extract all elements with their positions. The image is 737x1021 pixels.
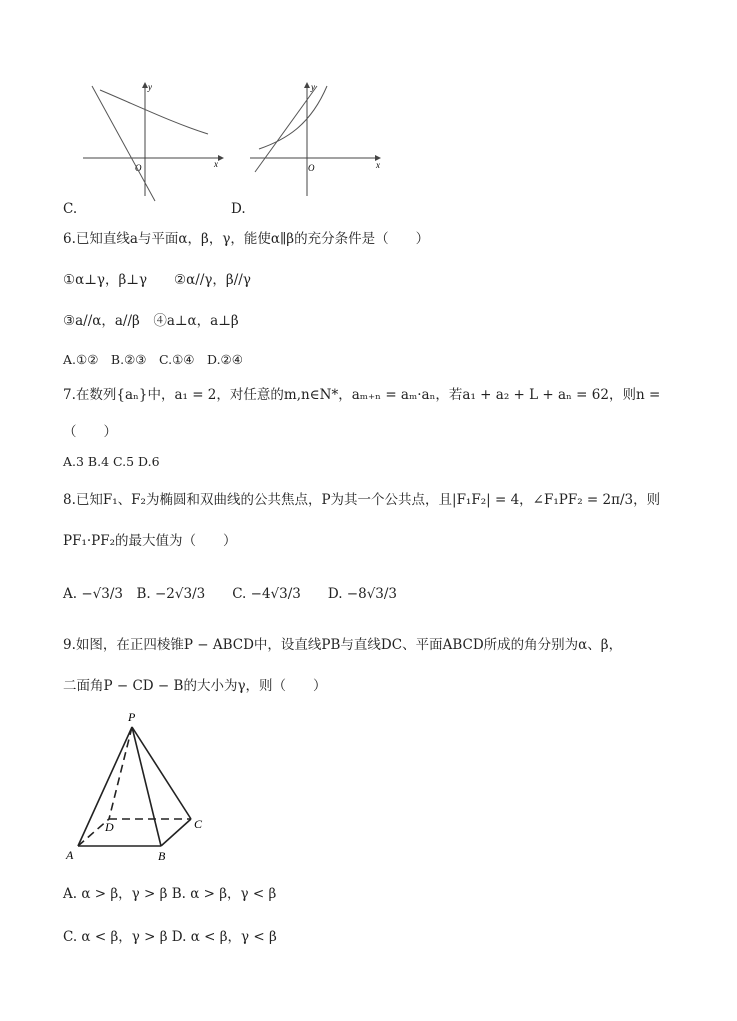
line-decreasing (92, 86, 155, 201)
origin-label: O (135, 163, 142, 173)
vertex-b-label: B (158, 849, 166, 863)
q9-options-cd: C. α < β，γ > β D. α < β，γ < β (63, 929, 277, 945)
x-axis-label: x (214, 159, 218, 169)
vertex-a-label: A (66, 848, 74, 862)
q7-paren: （ ） (63, 424, 117, 440)
edge-pb (132, 727, 161, 846)
edge-pc (132, 727, 191, 819)
curve-decreasing (100, 90, 208, 134)
graph-c (78, 78, 228, 203)
edge-pd (109, 727, 132, 819)
pyramid-figure (60, 705, 220, 865)
x-axis-label: x (376, 160, 380, 170)
q6-condition-line-1: ①α⊥γ，β⊥γ ②α//γ，β//γ (63, 272, 251, 288)
q9-options-ab: A. α > β，γ > β B. α > β，γ < β (63, 886, 277, 902)
vertex-c-label: C (194, 817, 203, 831)
y-axis-label: y (148, 82, 152, 92)
q7-stem: 7.在数列{aₙ}中，a₁ = 2，对任意的m,n∈N*，aₘ₊ₙ = aₘ·aₙ，若a₁ + a₂ + L + aₙ = 62，则n = (63, 387, 661, 403)
origin-label: O (308, 163, 315, 173)
q6-options: A.①② B.②③ C.①④ D.②④ (63, 352, 243, 367)
graph-c-label: C. (63, 201, 78, 217)
q8-stem: 8.已知F₁、F₂为椭圆和双曲线的公共焦点，P为其一个公共点，且|F₁F₂| = 4，∠F₁PF₂ = 2π/3，则 (63, 492, 661, 508)
q6-stem: 6.已知直线a与平面α，β，γ，能使α∥β的充分条件是（ ） (63, 231, 430, 247)
curve-increasing (259, 86, 327, 149)
graph-d-label: D. (231, 201, 246, 217)
y-axis-arrow-icon (304, 82, 310, 88)
line-increasing (255, 86, 317, 172)
vertex-p-label: P (128, 710, 136, 724)
q9-stem-2: 二面角P − CD − B的大小为γ，则（ ） (63, 678, 327, 694)
graph-d (245, 78, 390, 203)
q6-condition-line-2: ③a//α，a//β ④a⊥α，a⊥β (63, 313, 239, 329)
edge-bc (161, 819, 191, 846)
q9-stem: 9.如图，在正四棱锥P − ABCD中，设直线PB与直线DC、平面ABCD所成的角分别为α、β， (63, 637, 623, 653)
q7-options: A.3 B.4 C.5 D.6 (63, 454, 160, 469)
x-axis-arrow-icon (218, 155, 224, 161)
q8-stem-2: PF₁·PF₂的最大值为（ ） (63, 533, 237, 549)
y-axis-label: y (311, 82, 315, 92)
q8-options: A. −√3/3 B. −2√3/3 C. −4√3/3 D. −8√3/3 (63, 586, 398, 602)
vertex-d-label: D (105, 820, 114, 834)
